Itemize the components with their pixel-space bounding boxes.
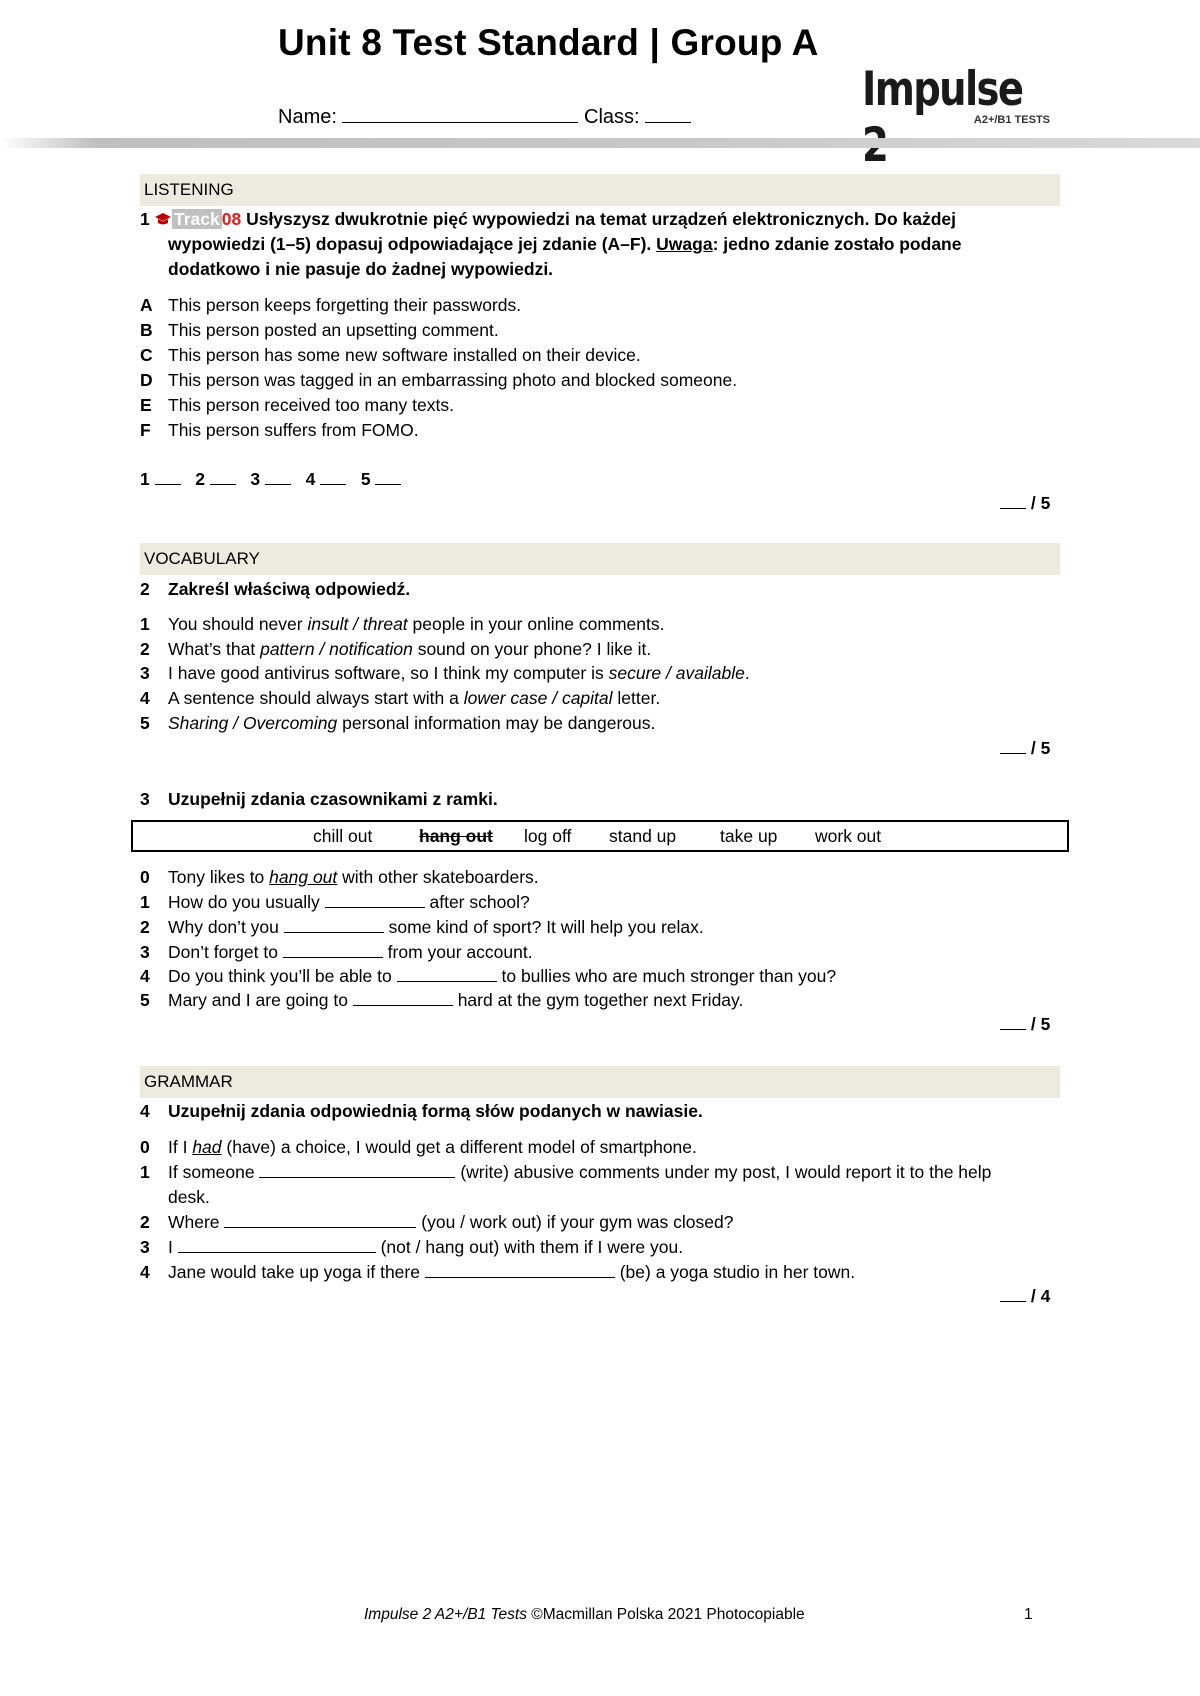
choice-options[interactable]: lower case / capital [463, 688, 613, 708]
answer-blank[interactable] [375, 468, 401, 485]
gap-field[interactable] [259, 1161, 455, 1178]
name-field[interactable] [342, 104, 578, 123]
ex4-item: 1 If someone (write) abusive comments under my post, I would report it to the help [140, 1162, 992, 1182]
option-f: F This person suffers from FOMO. [140, 420, 419, 440]
gap-field[interactable] [397, 965, 497, 982]
section-heading-grammar: GRAMMAR [140, 1066, 1060, 1098]
class-field[interactable] [645, 104, 691, 123]
ex3-item: 3 Don’t forget to from your account. [140, 942, 533, 962]
ex4-item: 4 Jane would take up yoga if there (be) a yoga studio in her town. [140, 1262, 856, 1282]
ex3-item: 5 Mary and I are going to hard at the gym together next Friday. [140, 990, 744, 1010]
option-a: A This person keeps forgetting their passwords. [140, 295, 522, 315]
word-box-item: work out [815, 826, 882, 846]
ex3-item: 1 How do you usually after school? [140, 892, 530, 912]
word-box-item: log off [524, 826, 572, 846]
score-ex4: / 4 [1000, 1285, 1050, 1307]
answer-blank[interactable] [320, 468, 346, 485]
exercise-1-instruction: 1 Track 08 Usłyszysz dwukrotnie pięć wypowiedzi na temat urządzeń elektronicznych. Do każdej [140, 209, 956, 229]
score-listening: / 5 [1000, 492, 1050, 514]
answer-blank[interactable] [155, 468, 181, 485]
word-box-item: chill out [313, 826, 373, 846]
ex4-example: 0 If I had (have) a choice, I would get a different model of smartphone. [140, 1137, 697, 1157]
option-d: D This person was tagged in an embarrassing photo and blocked someone. [140, 370, 738, 390]
word-box-item-example: hang out [419, 826, 493, 846]
section-heading-listening: LISTENING [140, 174, 1060, 206]
ex2-item: 2 What’s that pattern / notification sound on your phone? I like it. [140, 639, 652, 659]
exercise-1-instruction-line3: dodatkowo i nie pasuje do żadnej wypowiedzi. [168, 259, 554, 279]
choice-options[interactable]: pattern / notification [260, 639, 413, 659]
gap-field[interactable] [178, 1236, 376, 1253]
gap-field[interactable] [224, 1211, 416, 1228]
ex2-item: 3 I have good antivirus software, so I think my computer is secure / available. [140, 663, 750, 683]
section-heading-vocabulary: VOCABULARY [140, 543, 1060, 575]
ex4-item: 2 Where (you / work out) if your gym was closed? [140, 1212, 734, 1232]
option-e: E This person received too many texts. [140, 395, 454, 415]
ex3-item: 2 Why don’t you some kind of sport? It will help you relax. [140, 917, 704, 937]
header-rule [0, 138, 1200, 148]
exercise-4-instruction: 4 Uzupełnij zdania odpowiednią formą słów podanych w nawiasie. [140, 1101, 703, 1121]
class-label: Class: [584, 106, 640, 128]
page-number: 1 [1024, 1606, 1033, 1623]
gap-field[interactable] [284, 916, 384, 933]
logo-subtitle: A2+/B1 TESTS [973, 114, 1050, 126]
logo-brand: Impulse [862, 62, 1023, 117]
choice-options[interactable]: Sharing / Overcoming [168, 713, 338, 733]
track-label[interactable]: Track [174, 209, 220, 229]
ex4-item: 3 I (not / hang out) with them if I were you. [140, 1237, 684, 1257]
option-c: C This person has some new software installed on their device. [140, 345, 641, 365]
name-class-line [278, 104, 691, 129]
impulse-logo [862, 62, 1052, 132]
ex2-item: 1 You should never insult / threat people in your online comments. [140, 614, 665, 634]
gap-field[interactable] [353, 989, 453, 1006]
footer-copyright: Impulse 2 A2+/B1 Tests ©Macmillan Polska 2021 Photocopiable [364, 1606, 805, 1623]
score-ex3: / 5 [1000, 1013, 1050, 1035]
exercise-2-instruction: 2 Zakreśl właściwą odpowiedź. [140, 579, 411, 599]
answer-row: 1 2 3 4 5 [140, 467, 401, 491]
gap-field[interactable] [283, 941, 383, 958]
answer-blank[interactable] [210, 468, 236, 485]
exercise-1-instruction-line2: wypowiedzi (1–5) dopasuj odpowiadające jej zdanie (A–F). Uwaga: jedno zdanie zostało podane [168, 234, 962, 254]
name-label: Name: [278, 106, 337, 128]
page-title: Unit 8 Test Standard | Group A [278, 22, 819, 63]
ex2-item: 4 A sentence should always start with a lower case / capital letter. [140, 688, 661, 708]
score-ex2: / 5 [1000, 737, 1050, 759]
choice-options[interactable]: secure / available [608, 663, 745, 683]
word-box-item: take up [720, 826, 778, 846]
word-box-item: stand up [609, 826, 677, 846]
ex4-item-continuation: desk. [168, 1187, 210, 1207]
ex3-item: 4 Do you think you’ll be able to to bullies who are much stronger than you? [140, 966, 837, 986]
gap-field[interactable] [425, 1261, 615, 1278]
track-number: 08 [221, 209, 242, 229]
exercise-3-instruction: 3 Uzupełnij zdania czasownikami z ramki. [140, 789, 498, 809]
ex2-item: 5 Sharing / Overcoming personal information may be dangerous. [140, 713, 656, 733]
option-b: B This person posted an upsetting comment. [140, 320, 499, 340]
answer-blank[interactable] [265, 468, 291, 485]
ex3-example: 0 Tony likes to hang out with other skateboarders. [140, 867, 539, 887]
choice-options[interactable]: insult / threat [307, 614, 408, 634]
word-box [131, 820, 1069, 852]
graduation-cap-icon [154, 212, 172, 226]
gap-field[interactable] [325, 891, 425, 908]
